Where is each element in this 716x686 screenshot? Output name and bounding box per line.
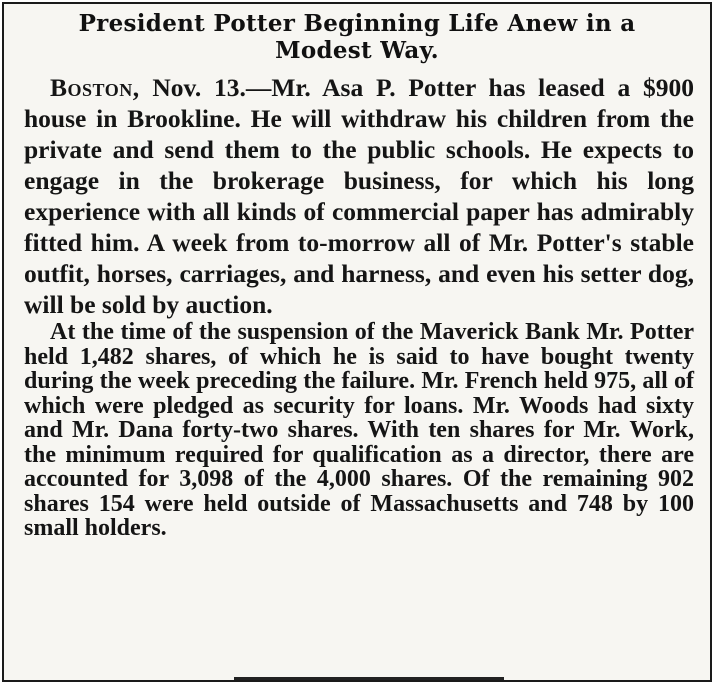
headline <box>16 10 698 64</box>
headline-line-2: Modest Way. <box>275 37 439 64</box>
paragraph-1 <box>24 72 694 320</box>
newspaper-clipping <box>2 2 712 682</box>
headline-line-1: President Potter Beginning Life Anew in a <box>78 10 636 37</box>
article-body <box>24 72 694 541</box>
paragraph-1-text: Nov. 13.—Mr. Asa P. Potter has leased a $900 house in Brookline. He will withdraw his children from the private and send them to the public schools. He expects to engage in the brokerage business, for which his long experience with all kinds of commercial paper has admirably fitted him. A week from to-morrow all of Mr. Potter's stable outfit, horses, carriages, and harness, and even his setter dog, will be sold by auction. <box>24 73 694 319</box>
bottom-rule <box>234 677 504 680</box>
dateline: Boston, <box>50 73 140 102</box>
paragraph-2: At the time of the suspension of the Maverick Bank Mr. Potter held 1,482 shares, of which he is said to have bought twenty during the week preceding the failure. Mr. French held 975, all of which were pledged as security for loans. Mr. Woods had sixty and Mr. Dana forty-two shares. With ten shares for Mr. Work, the minimum required for qualification as a director, there are accounted for 3,098 of the 4,000 shares. Of the remaining 902 shares 154 were held outside of Massachusetts and 748 by 100 small holders. <box>24 319 694 541</box>
